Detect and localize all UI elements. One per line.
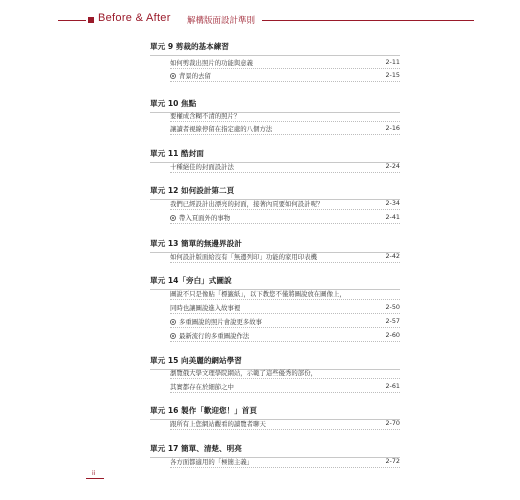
entry-label: 單元 12 如何設計第二頁 [150, 186, 235, 195]
entry-label: 我們已經設計出漂亮的封面，接著內頁要如何設計呢？ [170, 200, 324, 208]
entry-text [170, 213, 230, 222]
entry-page-number: 2-60 [385, 331, 400, 339]
entry-text [170, 368, 317, 377]
entry-text [170, 289, 346, 298]
toc-entry [170, 380, 400, 393]
entry-label: 如何剪裁出照片的功能與意義 [170, 59, 254, 67]
entry-rule [170, 467, 400, 468]
entry-label: 讓讀者視線停留在指定處的八個方法 [170, 125, 273, 133]
toc-entry [170, 122, 400, 135]
entry-text [170, 199, 323, 208]
entry-page-number: 2-50 [385, 303, 400, 311]
bullet-icon [170, 333, 176, 339]
unit-title [150, 238, 242, 249]
entry-text [170, 419, 266, 428]
toc-entry [170, 301, 400, 314]
entry-page-number: 2-42 [385, 252, 400, 260]
toc-entry [170, 211, 400, 224]
entry-page-number: 2-41 [385, 213, 400, 221]
entry-rule [170, 341, 400, 342]
header-rule-left [58, 20, 86, 21]
entry-label: 單元 15 向美麗的網站學習 [150, 356, 242, 365]
page-header [0, 11, 520, 31]
entry-rule [170, 299, 400, 300]
toc-entry [170, 56, 400, 69]
unit-title [150, 355, 242, 366]
entry-label: 各方面都適用的「極簡主義」 [170, 458, 254, 466]
page-number: ii [92, 470, 96, 477]
footer-rule [86, 478, 104, 479]
entry-label: 單元 9 剪裁的基本練習 [150, 42, 229, 51]
toc-entry [170, 417, 400, 430]
entry-text [170, 457, 253, 466]
entry-rule [170, 81, 400, 82]
entry-page-number: 2-61 [385, 382, 400, 390]
entry-label: 同時也讓圖說進入故事裡 [170, 304, 241, 312]
entry-label: 要權成含糊不清的照片？ [170, 112, 241, 120]
entry-label: 瀏覽俄大學文理學院網站，示範了這些優秀的部份， [170, 369, 317, 377]
entry-text [170, 162, 234, 171]
entry-page-number: 2-72 [385, 457, 400, 465]
entry-text [170, 252, 317, 261]
unit-title [150, 443, 242, 454]
entry-label: 單元 14「旁白」式圖說 [150, 276, 232, 285]
bullet-icon [170, 73, 176, 79]
entry-text [170, 111, 240, 120]
entry-page-number: 2-70 [385, 419, 400, 427]
unit-title [150, 41, 229, 52]
toc-entry [170, 250, 400, 263]
unit-title [150, 148, 204, 159]
entry-label: 單元 10 焦點 [150, 99, 197, 108]
entry-text [170, 303, 240, 312]
entry-rule [170, 209, 400, 210]
entry-label: 多重圖說的照片會說更多故事 [179, 318, 263, 326]
unit-title [150, 405, 257, 416]
toc-entry [170, 109, 400, 122]
entry-page-number: 2-11 [385, 58, 400, 66]
toc-entry [170, 287, 400, 300]
entry-text [170, 124, 272, 133]
entry-label: 背景的去留 [179, 72, 211, 80]
entry-page-number: 2-15 [385, 71, 400, 79]
entry-text [170, 71, 211, 80]
entry-label: 如何設計版面給沒有「無邊列印」功能的家用印表機 [170, 253, 317, 261]
header-brand: Before & After [98, 12, 171, 24]
entry-text [170, 58, 253, 67]
bullet-icon [170, 319, 176, 325]
toc-entry [170, 329, 400, 342]
entry-label: 最新流行的多重圖說作法 [179, 332, 250, 340]
entry-rule [170, 327, 400, 328]
entry-rule [170, 134, 400, 135]
entry-page-number: 2-16 [385, 124, 400, 132]
entry-page-number: 2-57 [385, 317, 400, 325]
unit-title [150, 275, 232, 286]
entry-rule [170, 262, 400, 263]
entry-text [170, 331, 249, 340]
unit-title [150, 185, 234, 196]
toc-entry [170, 315, 400, 328]
toc-entry [170, 160, 400, 173]
entry-page-number: 2-24 [385, 162, 400, 170]
entry-rule [170, 429, 400, 430]
entry-rule [170, 378, 400, 379]
entry-text [170, 317, 262, 326]
entry-label: 單元 16 製作「歡迎您！」首頁 [150, 406, 257, 415]
entry-rule [170, 392, 400, 393]
entry-label: 十種絕佳的封面設計法 [170, 163, 234, 171]
toc-entry [170, 366, 400, 379]
bullet-icon [170, 215, 176, 221]
header-subtitle: 解構版面設計準則 [187, 16, 256, 26]
entry-rule [170, 223, 400, 224]
entry-label: 其實都存在於細節之中 [170, 383, 234, 391]
header-rule-right [262, 20, 474, 21]
entry-text [170, 382, 234, 391]
entry-label: 跟所有上您網站觀看的讀覽者聊天 [170, 420, 266, 428]
toc-entry [170, 455, 400, 468]
header-square-mark [88, 17, 94, 23]
unit-title [150, 98, 196, 109]
entry-label: 圖說不只是像貼「標籤紙」，以下教您不僅將圖說放在圖像上， [170, 290, 346, 298]
entry-label: 帶入頁面外的事物 [179, 214, 231, 222]
entry-label: 單元 17 簡單、清楚、明亮 [150, 444, 242, 453]
entry-label: 單元 13 簡單的無邊界設計 [150, 239, 242, 248]
toc-entry [170, 69, 400, 82]
entry-label: 單元 11 酷封面 [150, 149, 204, 158]
entry-rule [170, 313, 400, 314]
entry-rule [170, 172, 400, 173]
toc-entry [170, 197, 400, 210]
entry-page-number: 2-34 [385, 199, 400, 207]
toc-unit-heading [150, 39, 400, 56]
